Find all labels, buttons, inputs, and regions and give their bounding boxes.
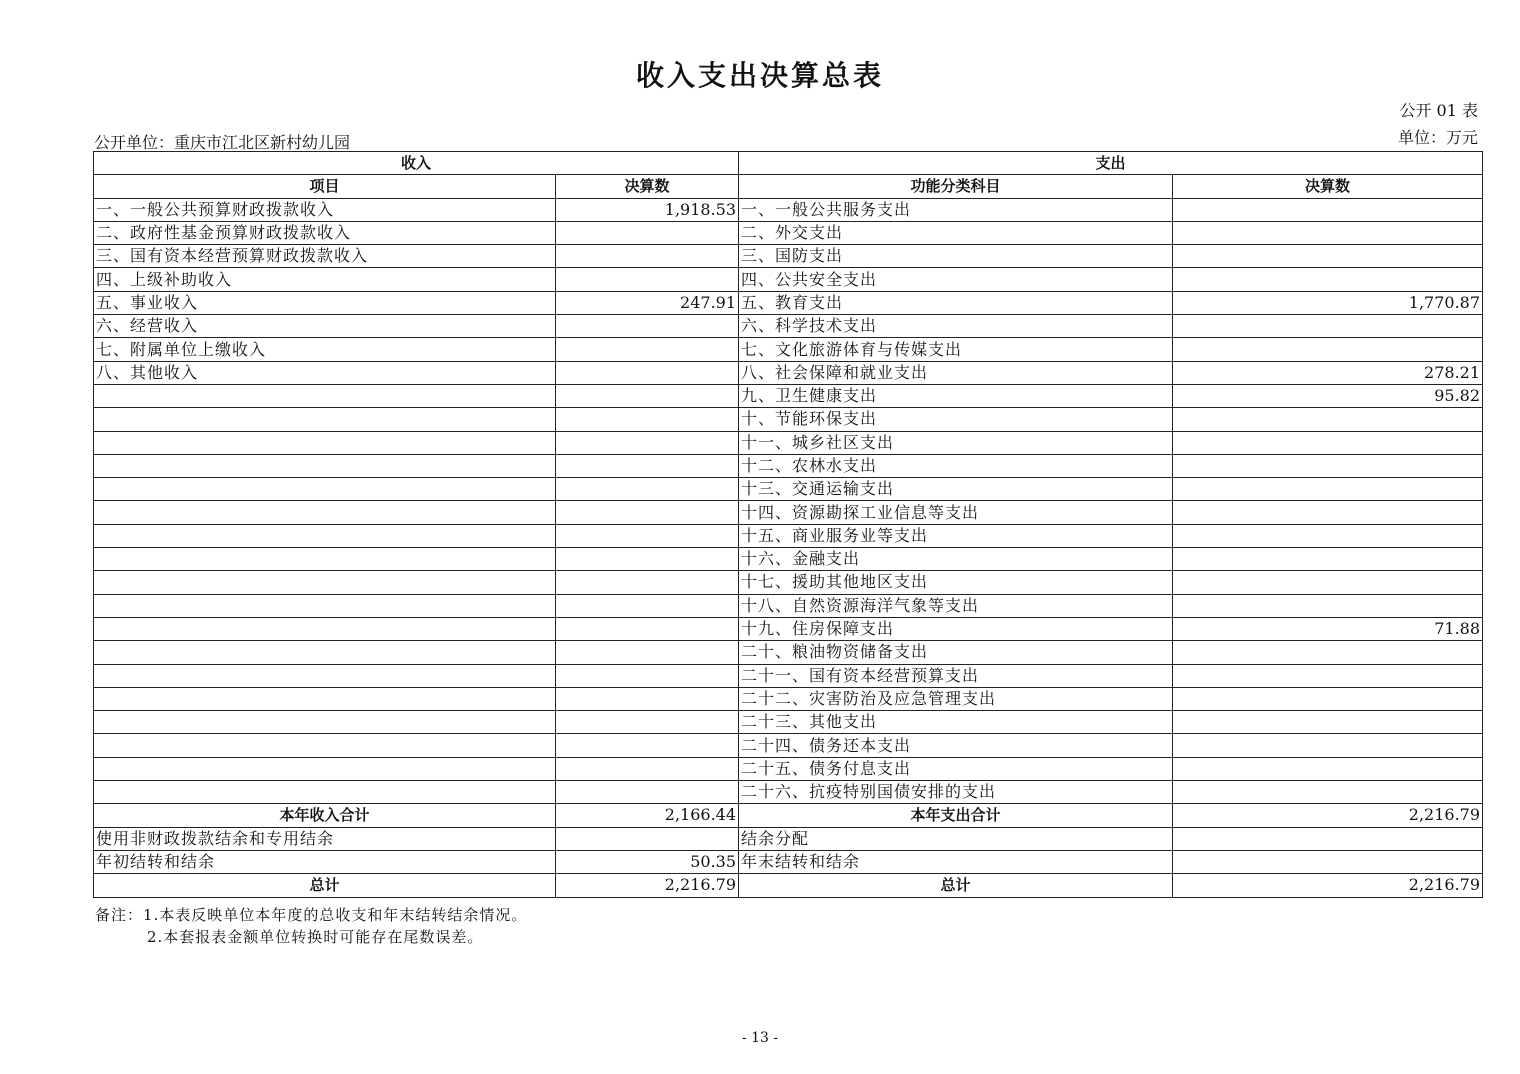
expense-item: 五、教育支出 (739, 291, 1173, 314)
table-row (94, 664, 1483, 687)
expense-item: 十二、农林水支出 (739, 454, 1173, 477)
income-item: 五、事业收入 (94, 291, 556, 314)
table-row (94, 734, 1483, 757)
expense-item: 十六、金融支出 (739, 548, 1173, 571)
income-item (94, 664, 556, 687)
expense-amount (1173, 548, 1483, 571)
expense-amount: 95.82 (1173, 384, 1483, 407)
expense-item: 十四、资源勘探工业信息等支出 (739, 501, 1173, 524)
table-row (94, 617, 1483, 640)
table-row (94, 501, 1483, 524)
income-item: 六、经营收入 (94, 315, 556, 338)
income-item (94, 454, 556, 477)
expense-amount (1173, 641, 1483, 664)
expense-amount (1173, 221, 1483, 244)
income-item (94, 408, 556, 431)
table-row (94, 361, 1483, 384)
income-item (94, 384, 556, 407)
expense-item: 二十六、抗疫特别国债安排的支出 (739, 781, 1173, 804)
income-item (94, 478, 556, 501)
nonfiscal-row (94, 827, 1483, 850)
expense-item: 十一、城乡社区支出 (739, 431, 1173, 454)
table-row (94, 245, 1483, 268)
expense-item: 十三、交通运输支出 (739, 478, 1173, 501)
table-row (94, 781, 1483, 804)
expense-item: 十九、住房保障支出 (739, 617, 1173, 640)
expense-amount (1173, 408, 1483, 431)
income-amount (556, 454, 739, 477)
table-row (94, 291, 1483, 314)
nonfiscal-value (556, 827, 739, 850)
income-header: 收入 (94, 152, 739, 175)
carryover-row (94, 850, 1483, 873)
expense-total-value: 2,216.79 (1173, 804, 1483, 827)
expense-item: 十五、商业服务业等支出 (739, 524, 1173, 547)
nonfiscal-label: 使用非财政拨款结余和专用结余 (94, 827, 556, 850)
expense-item: 三、国防支出 (739, 245, 1173, 268)
note-line-2: 2.本套报表金额单位转换时可能存在尾数误差。 (147, 928, 484, 946)
notes (95, 904, 527, 948)
income-amount (556, 245, 739, 268)
begin-balance-value: 50.35 (556, 850, 739, 873)
expense-item: 八、社会保障和就业支出 (739, 361, 1173, 384)
grand-expense-value: 2,216.79 (1173, 874, 1483, 897)
income-amount (556, 268, 739, 291)
expense-amount (1173, 268, 1483, 291)
grand-total-row (94, 874, 1483, 897)
begin-balance-label: 年初结转和结余 (94, 850, 556, 873)
income-item (94, 617, 556, 640)
expense-amount (1173, 454, 1483, 477)
income-amount (556, 734, 739, 757)
income-amount (556, 687, 739, 710)
income-amount (556, 641, 739, 664)
expense-amount: 71.88 (1173, 617, 1483, 640)
expense-total-label: 本年支出合计 (739, 804, 1173, 827)
income-amount: 1,918.53 (556, 198, 739, 221)
expense-item: 十八、自然资源海洋气象等支出 (739, 594, 1173, 617)
expense-amount (1173, 501, 1483, 524)
table-row (94, 478, 1483, 501)
expense-amount (1173, 524, 1483, 547)
grand-income-value: 2,216.79 (556, 874, 739, 897)
end-balance-label: 年末结转和结余 (739, 850, 1173, 873)
income-amount (556, 384, 739, 407)
table-body (94, 198, 1483, 804)
income-amount (556, 548, 739, 571)
expense-amount-header: 决算数 (1173, 175, 1483, 198)
income-amount (556, 478, 739, 501)
expense-item: 九、卫生健康支出 (739, 384, 1173, 407)
table-row (94, 431, 1483, 454)
table-row (94, 548, 1483, 571)
expense-amount (1173, 338, 1483, 361)
table-row (94, 408, 1483, 431)
func-category-header: 功能分类科目 (739, 175, 1173, 198)
expense-item: 二十、粮油物资储备支出 (739, 641, 1173, 664)
income-amount (556, 664, 739, 687)
income-amount (556, 408, 739, 431)
reporting-unit: 公开单位：重庆市江北区新村幼儿园 (94, 133, 351, 152)
income-amount (556, 757, 739, 780)
income-amount: 247.91 (556, 291, 739, 314)
income-amount (556, 571, 739, 594)
grand-income-label: 总计 (94, 874, 556, 897)
expense-item: 二、外交支出 (739, 221, 1173, 244)
income-item (94, 501, 556, 524)
income-item (94, 734, 556, 757)
income-amount-header: 决算数 (556, 175, 739, 198)
expense-item: 一、一般公共服务支出 (739, 198, 1173, 221)
expense-item: 四、公共安全支出 (739, 268, 1173, 291)
expense-header: 支出 (739, 152, 1483, 175)
income-amount (556, 524, 739, 547)
income-amount (556, 431, 739, 454)
page-number: - 13 - (741, 1030, 779, 1046)
surplus-dist-value (1173, 827, 1483, 850)
table-row (94, 594, 1483, 617)
income-item (94, 687, 556, 710)
grand-expense-label: 总计 (739, 874, 1173, 897)
table-row (94, 454, 1483, 477)
income-item (94, 571, 556, 594)
table-row (94, 268, 1483, 291)
expense-amount (1173, 734, 1483, 757)
table-row (94, 198, 1483, 221)
expense-amount (1173, 245, 1483, 268)
table-row (94, 641, 1483, 664)
expense-item: 十、节能环保支出 (739, 408, 1173, 431)
expense-item: 二十二、灾害防治及应急管理支出 (739, 687, 1173, 710)
expense-amount: 1,770.87 (1173, 291, 1483, 314)
income-amount (556, 361, 739, 384)
income-item: 七、附属单位上缴收入 (94, 338, 556, 361)
table-row (94, 524, 1483, 547)
income-item: 二、政府性基金预算财政拨款收入 (94, 221, 556, 244)
income-item: 三、国有资本经营预算财政拨款收入 (94, 245, 556, 268)
expense-amount (1173, 664, 1483, 687)
expense-item: 二十五、债务付息支出 (739, 757, 1173, 780)
income-item: 八、其他收入 (94, 361, 556, 384)
budget-table (93, 151, 1483, 898)
table-row (94, 757, 1483, 780)
table-row (94, 338, 1483, 361)
income-item (94, 594, 556, 617)
currency-unit: 单位：万元 (1397, 128, 1478, 147)
expense-amount (1173, 594, 1483, 617)
note-line-1: 备注：1.本表反映单位本年度的总收支和年末结转结余情况。 (95, 906, 528, 924)
expense-amount (1173, 478, 1483, 501)
expense-item: 二十一、国有资本经营预算支出 (739, 664, 1173, 687)
table-row (94, 384, 1483, 407)
surplus-dist-label: 结余分配 (739, 827, 1173, 850)
table-row (94, 571, 1483, 594)
year-total-row (94, 804, 1483, 827)
income-item (94, 781, 556, 804)
income-total-value: 2,166.44 (556, 804, 739, 827)
end-balance-value (1173, 850, 1483, 873)
income-amount (556, 617, 739, 640)
expense-amount (1173, 781, 1483, 804)
expense-item: 二十四、债务还本支出 (739, 734, 1173, 757)
expense-amount: 278.21 (1173, 361, 1483, 384)
income-item (94, 548, 556, 571)
income-item (94, 757, 556, 780)
page-title: 收入支出决算总表 (635, 59, 884, 92)
table-row (94, 315, 1483, 338)
form-number: 公开 01 表 (1399, 101, 1478, 120)
income-amount (556, 221, 739, 244)
income-item: 一、一般公共预算财政拨款收入 (94, 198, 556, 221)
income-amount (556, 594, 739, 617)
income-amount (556, 781, 739, 804)
expense-amount (1173, 711, 1483, 734)
expense-amount (1173, 431, 1483, 454)
expense-amount (1173, 198, 1483, 221)
expense-item: 六、科学技术支出 (739, 315, 1173, 338)
income-amount (556, 501, 739, 524)
income-amount (556, 338, 739, 361)
expense-item: 七、文化旅游体育与传媒支出 (739, 338, 1173, 361)
income-item (94, 431, 556, 454)
expense-amount (1173, 571, 1483, 594)
income-item (94, 524, 556, 547)
table-row (94, 221, 1483, 244)
income-item: 四、上级补助收入 (94, 268, 556, 291)
expense-amount (1173, 757, 1483, 780)
expense-amount (1173, 315, 1483, 338)
table-row (94, 711, 1483, 734)
income-item (94, 641, 556, 664)
income-amount (556, 315, 739, 338)
expense-item: 十七、援助其他地区支出 (739, 571, 1173, 594)
item-header: 项目 (94, 175, 556, 198)
expense-amount (1173, 687, 1483, 710)
table-row (94, 687, 1483, 710)
expense-item: 二十三、其他支出 (739, 711, 1173, 734)
income-amount (556, 711, 739, 734)
income-item (94, 711, 556, 734)
income-total-label: 本年收入合计 (94, 804, 556, 827)
